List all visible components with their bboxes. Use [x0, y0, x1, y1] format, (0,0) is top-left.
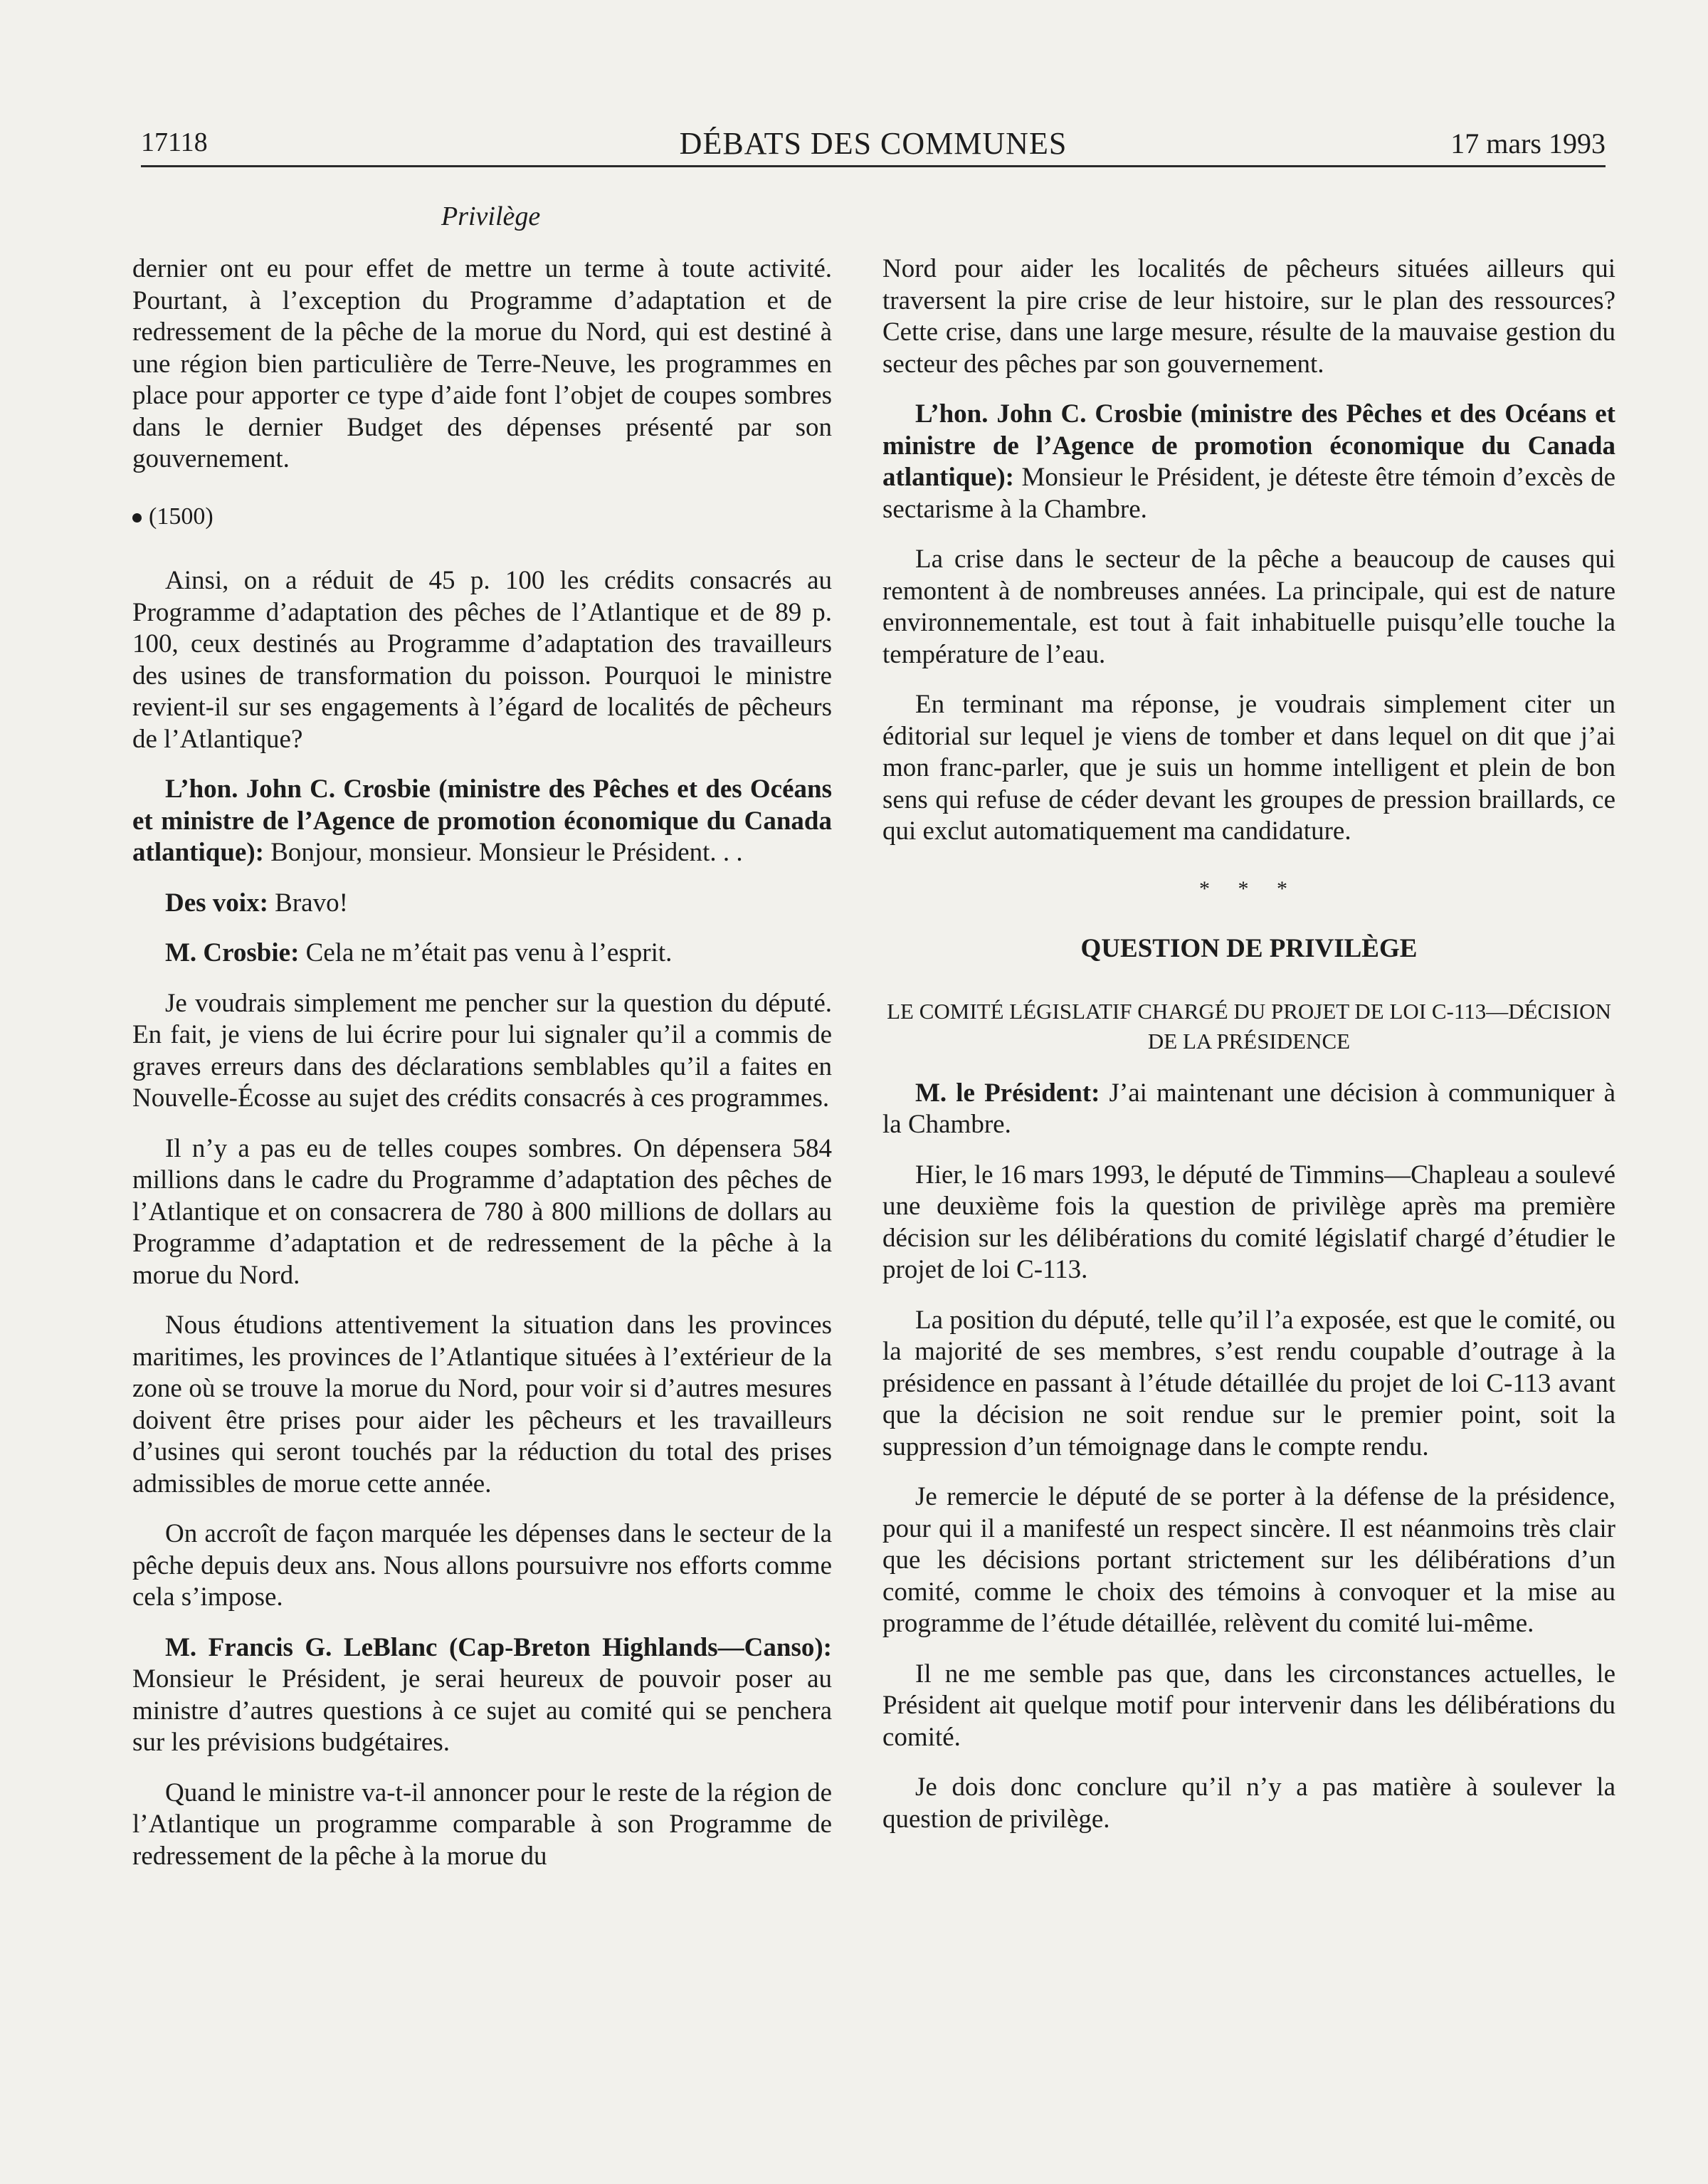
speaker-name: L’hon. John C. Crosbie (ministre des Pêches et des Océans et ministre de l’Agence de promotion économique du Canada atlantique): — [882, 399, 1615, 492]
speech-paragraph — [132, 888, 832, 920]
bullet-icon — [132, 513, 142, 523]
speaker-name: Des voix: — [165, 888, 268, 918]
paragraph: La position du député, telle qu’il l’a exposée, est que le comité, ou la majorité de ses membres, s’est rendu coupable d’outrage à la présidence en passant à l’étude détaillée du projet de loi C-113 avant que la décision ne soit rendue sur le premier point, soit la suppression d’un témoignage dans le compte rendu. — [882, 1305, 1615, 1461]
time-marker-text: (1500) — [149, 503, 214, 530]
speaker-name: M. Francis G. LeBlanc (Cap-Breton Highlands—Canso): — [165, 1632, 832, 1662]
paragraph: En terminant ma réponse, je voudrais simplement citer un éditorial sur lequel je viens de tomber et dans lequel on dit que j’ai mon franc-parler, que je suis un homme intelligent et plein de bon sens qui refuse de céder devant les groupes de pression braillards, ce qui exclut automatiquement ma candidature. — [882, 690, 1615, 846]
speech-text: Monsieur le Président, je déteste être témoin d’excès de sectarisme à la Chambre. — [882, 463, 1615, 524]
left-column — [132, 253, 832, 1891]
continued-paragraph: Nord pour aider les localités de pêcheurs situées ailleurs qui traversent la pire crise de leur histoire, sur le plan des ressources? Cette crise, dans une large mesure, résulte de la mauvaise gestion du secteur des pêches par son gouvernement. — [882, 254, 1615, 379]
speech-text: Bonjour, monsieur. Monsieur le Président. . . — [264, 838, 743, 867]
paragraph: La crise dans le secteur de la pêche a beaucoup de causes qui remontent à de nombreuses années. La principale, qui est de nature environnementale, est tout à fait inhabituelle puisqu’elle touche la température de l’eau. — [882, 545, 1615, 669]
right-column — [882, 253, 1615, 1854]
speech-paragraph — [132, 774, 832, 869]
speech-paragraph — [132, 938, 832, 970]
paragraph: Nous étudions attentivement la situation dans les provinces maritimes, les provinces de l’Atlantique situées à l’extérieur de la zone où se trouve la morue du Nord, pour voir si d’autres mesures doivent être prises pour aider les pêcheurs et les travailleurs d’usines qui seront touchés par la réduction du total des prises admissibles de morue cette année. — [132, 1311, 832, 1498]
section-heading: QUESTION DE PRIVILÈGE — [1080, 934, 1418, 963]
paragraph: Il ne me semble pas que, dans les circonstances actuelles, le Président ait quelque motif pour intervenir dans les délibérations du comité. — [882, 1659, 1615, 1752]
speech-text: Cela ne m’était pas venu à l’esprit. — [299, 938, 673, 967]
running-head: Privilège — [441, 201, 541, 231]
time-marker — [132, 501, 832, 533]
paragraph: Je remercie le député de se porter à la défense de la présidence, pour qui il a manifesté un respect sincère. Il est néanmoins très clair que les décisions portant strictement sur les délibérations d’un comité, comme le choix des témoins à convoquer et la mise au programme de l’étude détaillée, relèvent du comité lui-même. — [882, 1482, 1615, 1638]
paragraph: Ainsi, on a réduit de 45 p. 100 les crédits consacrés au Programme d’adaptation des pêches de l’Atlantique et de 89 p. 100, ceux destinés au Programme d’adaptation des travailleurs des usines de transformation du poisson. Pourquoi le ministre revient-il sur ses engagements à l’égard de localités de pêcheurs de l’Atlantique? — [132, 566, 832, 754]
speaker-name: M. le Président: — [915, 1078, 1100, 1108]
paragraph: On accroît de façon marquée les dépenses dans le secteur de la pêche depuis deux ans. Nous allons poursuivre nos efforts comme cela s’impose. — [132, 1519, 832, 1612]
speech-text: J’ai maintenant une décision à communiquer à la Chambre. — [882, 1078, 1615, 1139]
speech-paragraph — [882, 399, 1615, 525]
speech-paragraph — [882, 1078, 1615, 1141]
page-header — [141, 122, 1606, 167]
paragraph: Il n’y a pas eu de telles coupes sombres. On dépensera 584 millions dans le cadre du Programme d’adaptation des pêches de l’Atlantique et on consacrera de 780 à 800 millions de dollars au Programme d’adaptation et de redressement de la pêche à la morue du Nord. — [132, 1133, 832, 1290]
continued-paragraph: dernier ont eu pour effet de mettre un terme à toute activité. Pourtant, à l’exception du Programme d’adaptation et de redressement de la pêche de la morue du Nord, qui est destiné à une région bien particulière de Terre-Neuve, les programmes en place pour apporter ce type d’aide font l’objet de coupes sombres dans le dernier Budget des dépenses présenté par son gouvernement. — [132, 254, 832, 473]
speech-paragraph — [132, 1632, 832, 1759]
speech-text: Monsieur le Président, je serai heureux de pouvoir poser au ministre d’autres questions à ce sujet au comité qui se penchera sur les prévisions budgétaires. — [132, 1664, 832, 1757]
speech-text: Bravo! — [268, 888, 348, 918]
paragraph: Hier, le 16 mars 1993, le député de Timmins—Chapleau a soulevé une deuxième fois la question de privilège après ma première décision sur les délibérations du comité législatif chargé d’étudier le projet de loi C-113. — [882, 1160, 1615, 1284]
speaker-name: M. Crosbie: — [165, 938, 300, 967]
section-subheading: LE COMITÉ LÉGISLATIF CHARGÉ DU PROJET DE LOI C-113—DÉCISION DE LA PRÉSIDENCE — [887, 998, 1611, 1054]
section-separator: * * * — [1199, 876, 1299, 901]
speaker-name: L’hon. John C. Crosbie (ministre des Pêches et des Océans et ministre de l’Agence de promotion économique du Canada atlantique): — [132, 775, 832, 867]
issue-date: 17 mars 1993 — [1450, 127, 1606, 159]
paragraph: Je voudrais simplement me pencher sur la question du député. En fait, je viens de lui écrire pour lui signaler qu’il a commis de graves erreurs dans des déclarations semblables qu’il a faites en Nouvelle-Écosse au sujet des crédits consacrés à ces programmes. — [132, 988, 832, 1113]
page-number: 17118 — [141, 127, 208, 157]
paragraph: Je dois donc conclure qu’il n’y a pas matière à soulever la question de privilège. — [882, 1773, 1615, 1834]
paragraph: Quand le ministre va-t-il annoncer pour le reste de la région de l’Atlantique un programme comparable à son Programme de redressement de la pêche à la morue du — [132, 1778, 832, 1871]
publication-title: DÉBATS DES COMMUNES — [679, 126, 1068, 161]
